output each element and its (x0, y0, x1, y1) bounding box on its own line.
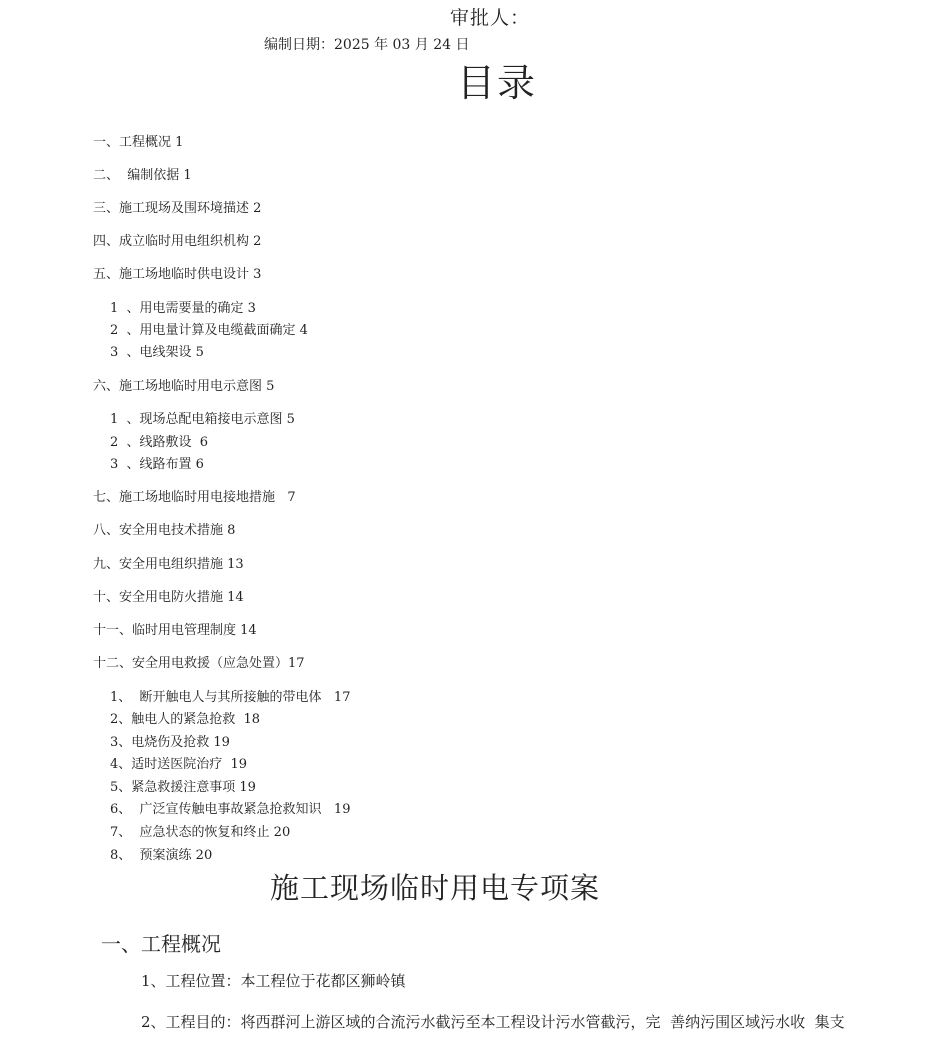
toc-item[interactable]: 十一、临时用电管理制度 14 (93, 623, 257, 638)
toc-item[interactable]: 八、安全用电技术措施 8 (93, 523, 236, 538)
toc-subitem[interactable]: 4、适时送医院治疗 19 (110, 757, 248, 772)
toc-item[interactable]: 四、成立临时用电组织机构 2 (93, 234, 262, 249)
toc-subitem[interactable]: 1、 断开触电人与其所接触的带电体 17 (110, 690, 351, 705)
toc-item[interactable]: 三、施工现场及围环境描述 2 (93, 201, 262, 216)
toc-subitem[interactable]: 8、 预案演练 20 (110, 848, 213, 863)
body-paragraph: 2、工程目的：将西群河上游区域的合流污水截污至本工程设计污水管截污，完 善纳污围区域污水收 集支 (141, 1013, 845, 1031)
toc-subitem[interactable]: 2 、用电量计算及电缆截面确定 4 (110, 323, 308, 338)
approver-label: 审批人： (450, 7, 531, 29)
toc-subitem[interactable]: 3 、线路布置 6 (110, 457, 204, 472)
toc-item[interactable]: 一、工程概况 1 (93, 135, 184, 150)
toc-subitem[interactable]: 1 、用电需要量的确定 3 (110, 301, 256, 316)
toc-subitem[interactable]: 2、触电人的紧急抢救 18 (110, 712, 261, 727)
document-title: 施工现场临时用电专项案 (270, 871, 601, 905)
toc-title: 目录 (457, 61, 538, 105)
toc-subitem[interactable]: 7、 应急状态的恢复和终止 20 (110, 825, 291, 840)
toc-item[interactable]: 二、 编制依据 1 (93, 168, 192, 183)
section-heading: 一、工程概况 (101, 932, 221, 956)
toc-item[interactable]: 五、施工场地临时供电设计 3 (93, 267, 262, 282)
toc-item[interactable]: 十、安全用电防火措施 14 (93, 590, 244, 605)
body-paragraph: 1、工程位置：本工程位于花都区狮岭镇 (141, 972, 406, 990)
toc-subitem[interactable]: 1 、现场总配电箱接电示意图 5 (110, 412, 295, 427)
toc-item[interactable]: 七、施工场地临时用电接地措施 7 (93, 490, 296, 505)
toc-subitem[interactable]: 5、紧急救援注意事项 19 (110, 780, 256, 795)
toc-item[interactable]: 九、安全用电组织措施 13 (93, 557, 244, 572)
toc-subitem[interactable]: 6、 广泛宣传触电事故紧急抢救知识 19 (110, 802, 351, 817)
toc-subitem[interactable]: 2 、线路敷设 6 (110, 435, 209, 450)
compile-date: 编制日期：2025 年 03 月 24 日 (264, 37, 470, 53)
toc-subitem[interactable]: 3 、电线架设 5 (110, 345, 204, 360)
toc-item[interactable]: 十二、安全用电救援（应急处置）17 (93, 656, 305, 671)
toc-subitem[interactable]: 3、电烧伤及抢救 19 (110, 735, 230, 750)
toc-item[interactable]: 六、施工场地临时用电示意图 5 (93, 379, 275, 394)
